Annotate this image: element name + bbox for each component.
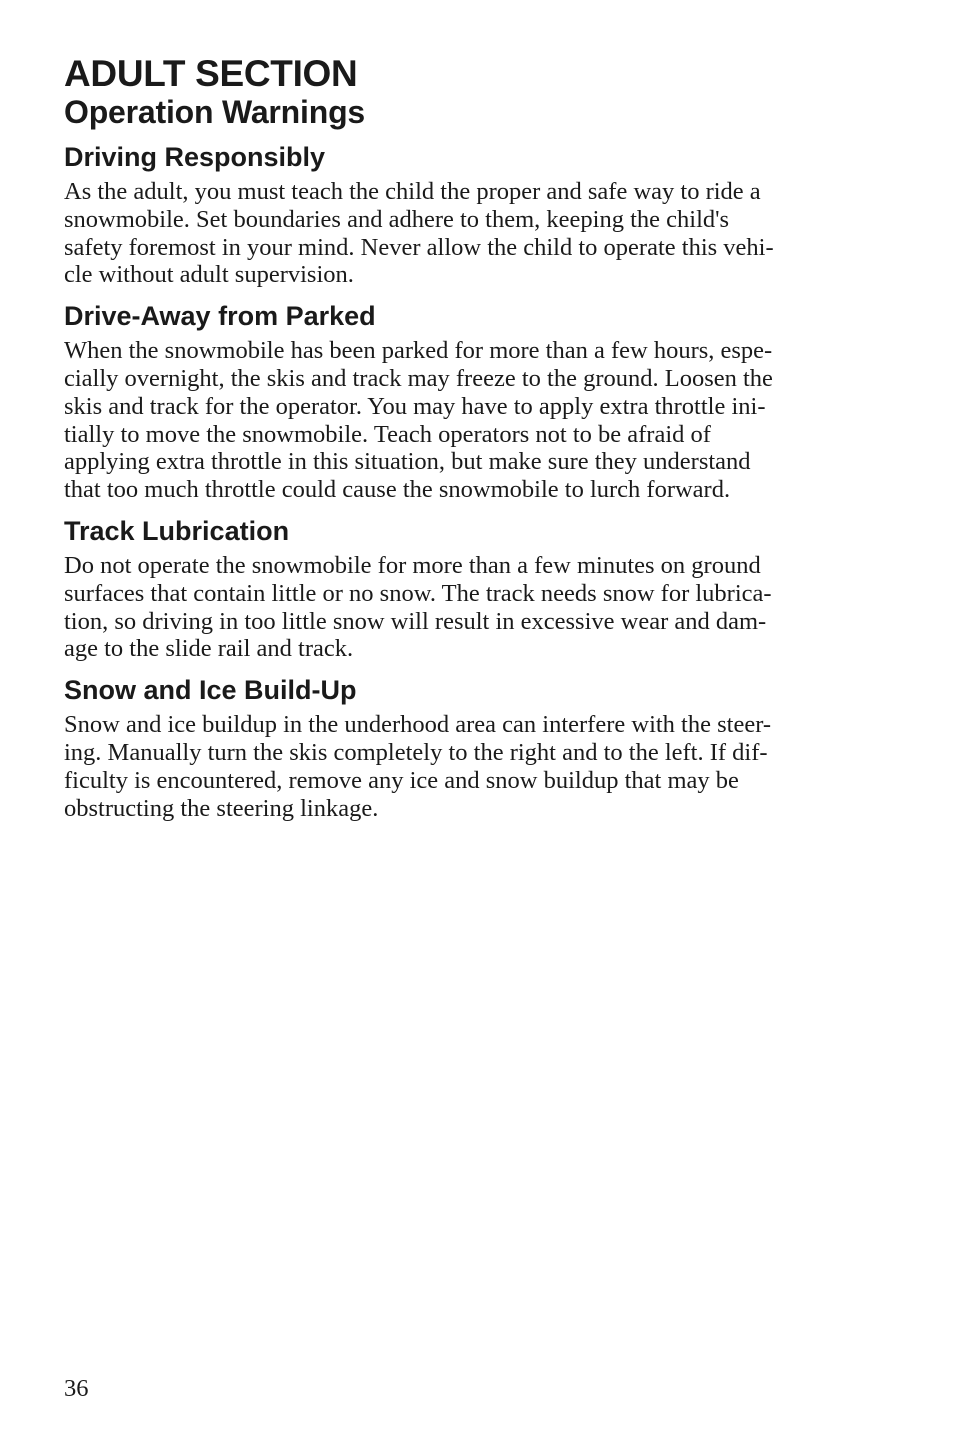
text-line: cially overnight, the skis and track may freeze to the ground. Loosen the [64, 364, 773, 392]
paragraph-driving-responsibly [64, 178, 864, 289]
heading-drive-away-from-parked: Drive-Away from Parked [64, 301, 376, 332]
text-line: that too much throttle could cause the snowmobile to lurch forward. [64, 476, 731, 504]
text-line: snowmobile. Set boundaries and adhere to them, keeping the child's [64, 205, 730, 233]
text-line: safety foremost in your mind. Never allow the child to operate this vehi- [64, 233, 774, 261]
heading-driving-responsibly: Driving Responsibly [64, 142, 326, 172]
text-line: surfaces that contain little or no snow. The track needs snow for lubrica- [64, 579, 772, 607]
text-line: Do not operate the snowmobile for more than a few minutes on ground [64, 551, 761, 579]
text-line: obstructing the steering linkage. [64, 794, 379, 822]
text-line: Snow and ice buildup in the underhood area can interfere with the steer- [64, 711, 772, 739]
text-line: When the snowmobile has been parked for more than a few hours, espe- [64, 337, 773, 365]
text-line: applying extra throttle in this situation, but make sure they understand [64, 448, 751, 476]
text-line: ing. Manually turn the skis completely to the right and to the left. If dif- [64, 738, 768, 766]
text-line: tially to move the snowmobile. Teach operators not to be afraid of [64, 420, 711, 448]
text-line: tion, so driving in too little snow will result in excessive wear and dam- [64, 607, 767, 635]
text-line: ficulty is encountered, remove any ice and snow buildup that may be [64, 766, 739, 794]
text-line: age to the slide rail and track. [64, 635, 354, 663]
page-number: 36 [64, 1375, 89, 1402]
heading-track-lubrication: Track Lubrication [64, 515, 290, 546]
section-title: ADULT SECTION [64, 53, 358, 94]
text-line: cle without adult supervision. [64, 261, 354, 289]
paragraph-snow-and-ice-build-up [64, 711, 864, 822]
page-subtitle: Operation Warnings [64, 94, 366, 130]
paragraph-drive-away-from-parked [64, 337, 864, 504]
text-line: skis and track for the operator. You may have to apply extra throttle ini- [64, 392, 766, 420]
heading-snow-and-ice-build-up: Snow and Ice Build-Up [64, 675, 357, 706]
paragraph-track-lubrication [64, 552, 864, 663]
text-line: As the adult, you must teach the child the proper and safe way to ride a [64, 178, 761, 205]
document-page [64, 54, 864, 832]
